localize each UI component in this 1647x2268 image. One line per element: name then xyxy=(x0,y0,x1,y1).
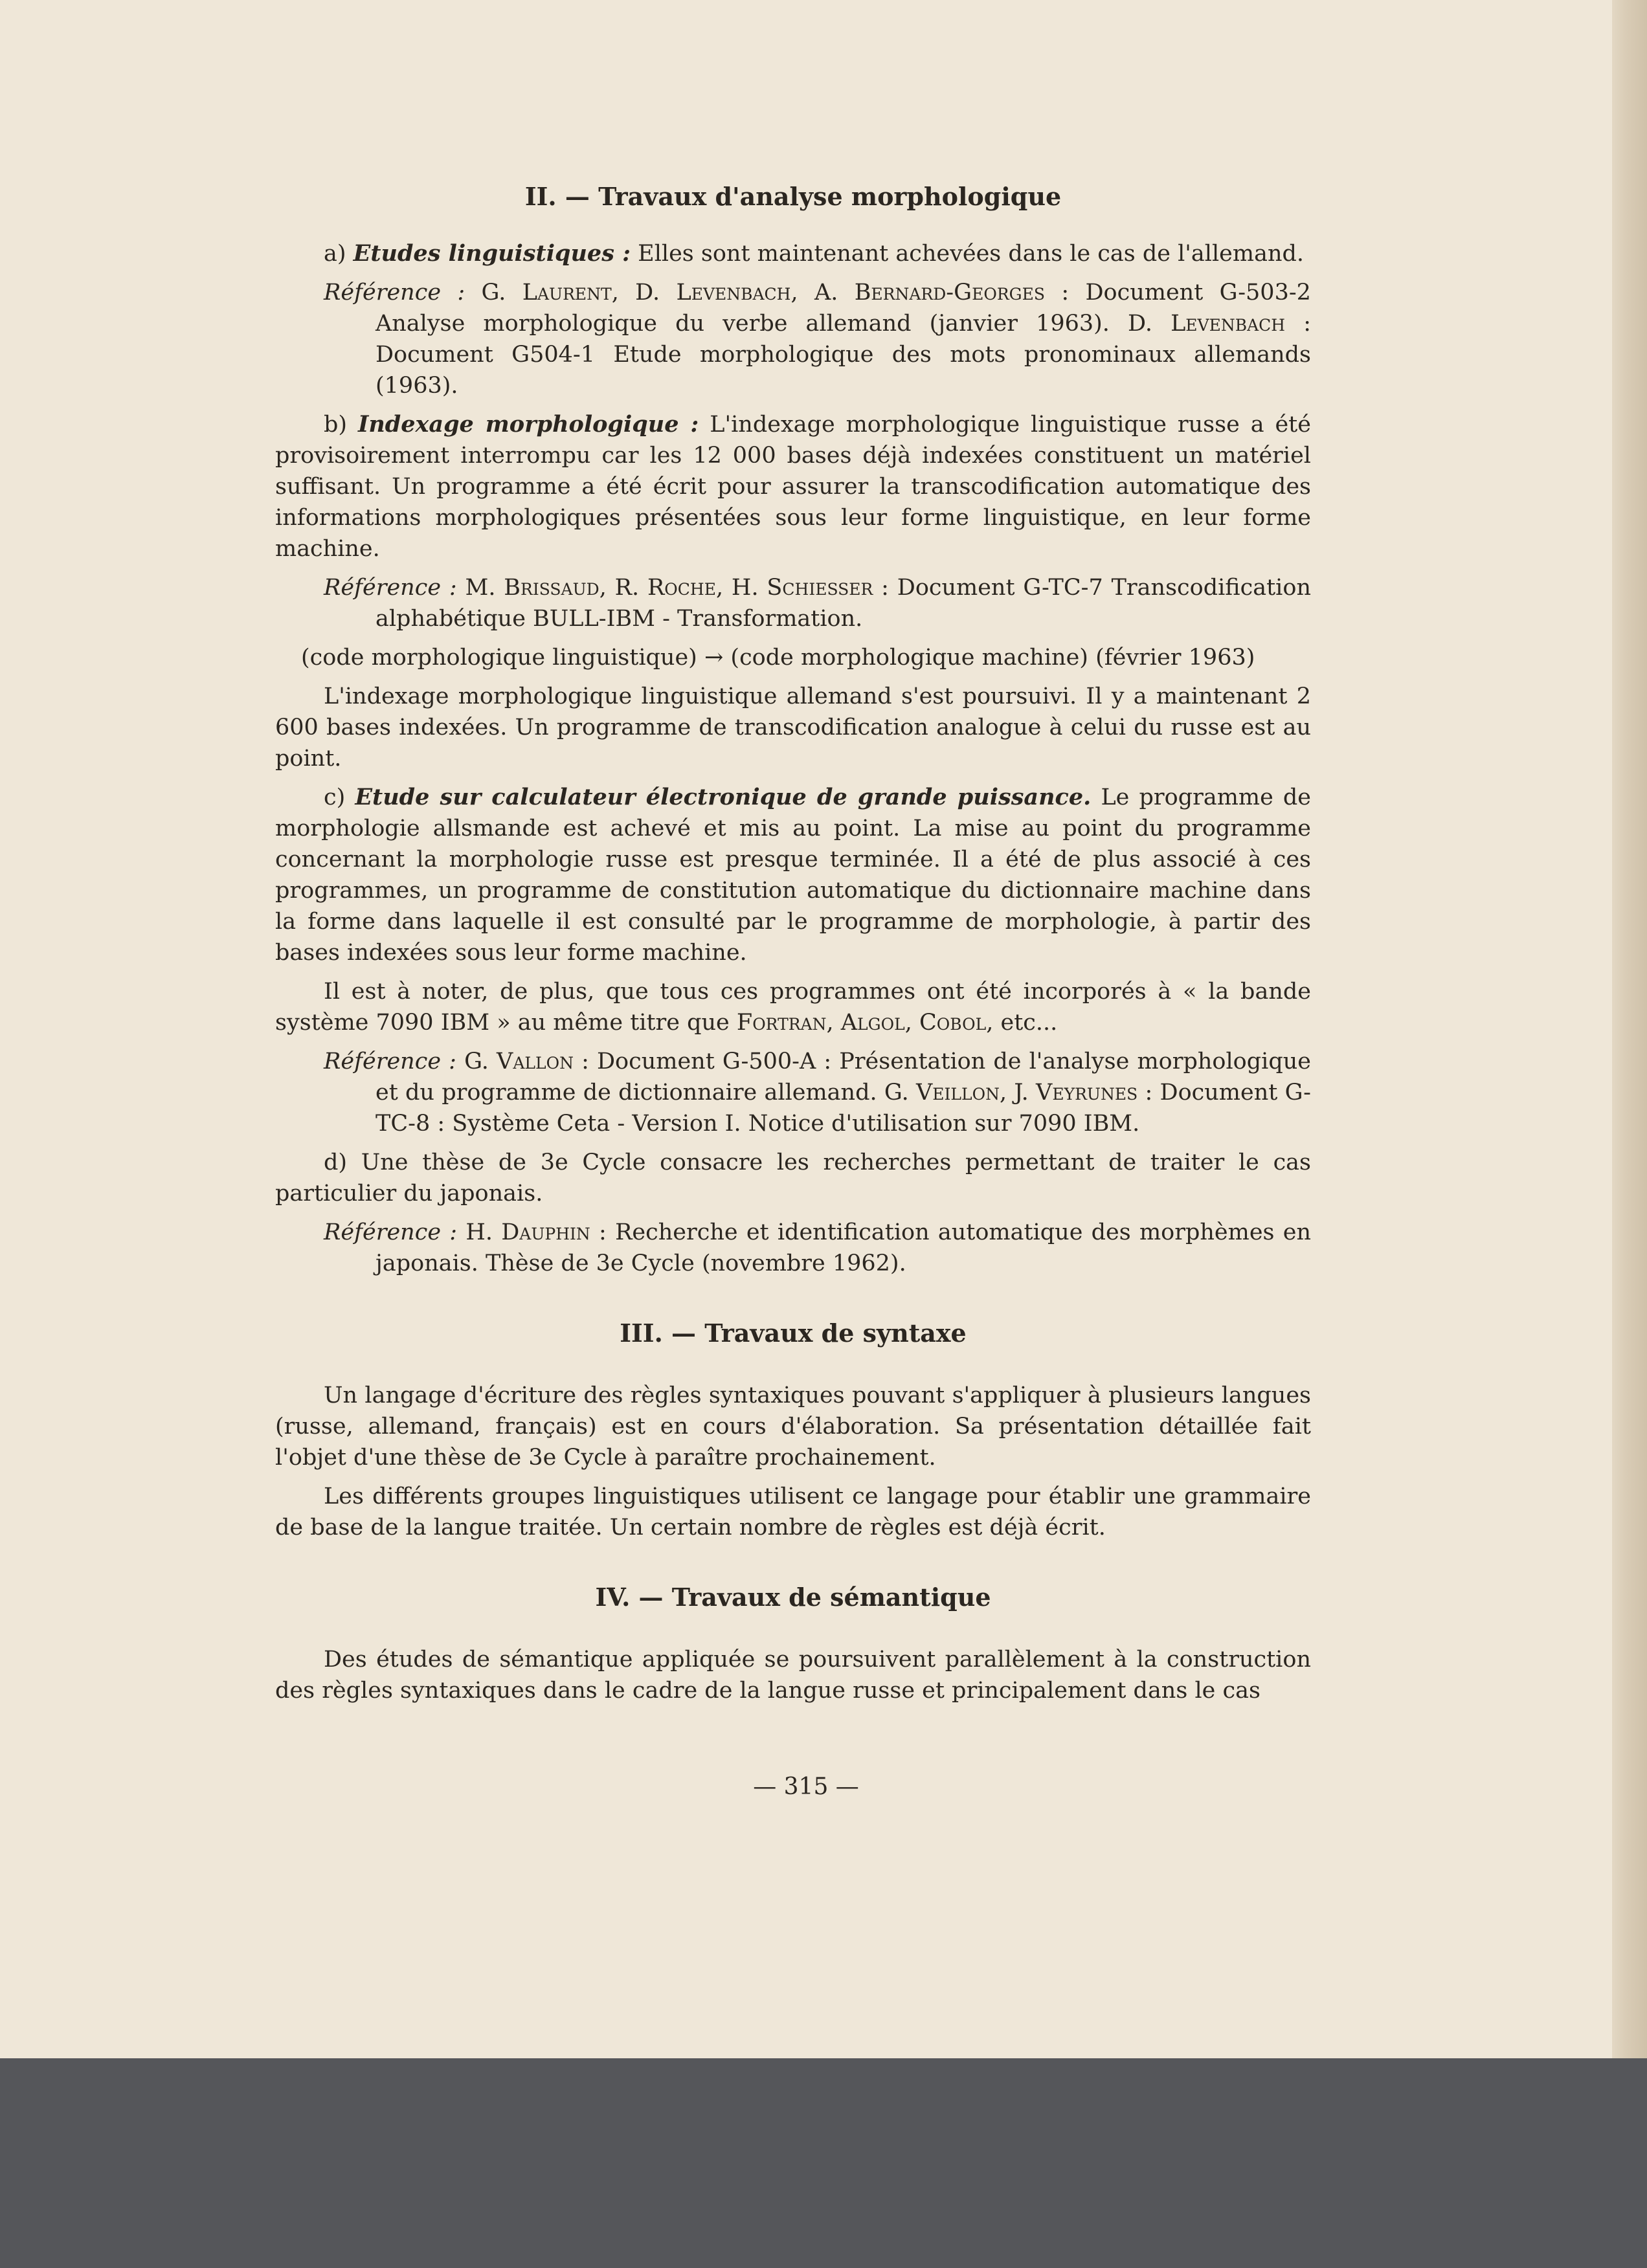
reference-b: Référence : M. Brissaud, R. Roche, H. Schiesser : Document G-TC-7 Transcodification alphabétique BULL-IBM - Transformation. xyxy=(324,575,1311,632)
paragraph-c: c) Etude sur calculateur électronique de grande puissance. Le programme de morphologie allsmande est achevé et mis au point. La mise au point du programme concernant la morphologie russe est presque terminée. Il a été de plus associé à ces programmes, un programme de constitution automatique du dictionnaire machine dans la forme dans laquelle il est consulté par le programme de morphologie, à partir des bases indexées sous leur forme machine. xyxy=(275,784,1311,966)
paragraph-a: a) Etudes linguistiques : Elles sont maintenant achevées dans le cas de l'allemand. xyxy=(324,240,1305,267)
page-number: — 315 — xyxy=(753,1773,859,1800)
scanner-background xyxy=(0,2058,1647,2268)
section-title-morphology: II. — Travaux d'analyse morphologique xyxy=(524,182,1062,211)
heading-indexage: Indexage morphologique : xyxy=(357,411,699,438)
paragraph-semantics-1: Des études de sémantique appliquée se poursuivent parallèlement à la construction des règles syntaxiques dans le cadre de la langue russe et principalement dans le cas xyxy=(275,1647,1311,1704)
reference-d: Référence : H. Dauphin : Recherche et identification automatique des morphèmes en japonais. Thèse de 3e Cycle (novembre 1962). xyxy=(324,1219,1311,1276)
code-formula: (code morphologique linguistique) → (code morphologique machine) (février 1963) xyxy=(301,645,1255,671)
page-body xyxy=(275,181,1311,1714)
paragraph-syntax-1: Un langage d'écriture des règles syntaxiques pouvant s'appliquer à plusieurs langues (russe, allemand, français) est en cours d'élaboration. Sa présentation détaillée fait l'objet d'une thèse de 3e Cycle à paraître prochainement. xyxy=(275,1383,1311,1471)
heading-etudes-linguistiques: Etudes linguistiques : xyxy=(353,240,631,267)
page-stack-edge xyxy=(1612,0,1647,2058)
heading-calculateur: Etude sur calculateur électronique de grande puissance. xyxy=(355,784,1092,810)
reference-a: Référence : G. Laurent, D. Levenbach, A. Bernard-Georges : Document G-503-2 Analyse morphologique du verbe allemand (janvier 1963). D. Levenbach : Document G504-1 Etude morphologique des mots pronominaux allemands (1963). xyxy=(324,280,1311,399)
section-title-syntax: III. — Travaux de syntaxe xyxy=(620,1318,967,1348)
section-title-semantics: IV. — Travaux de sémantique xyxy=(595,1583,991,1612)
paragraph-c-note: Il est à noter, de plus, que tous ces programmes ont été incorporés à « la bande système 7090 IBM » au même titre que Fortran, Algol, Cobol, etc... xyxy=(275,979,1311,1036)
reference-c: Référence : G. Vallon : Document G-500-A : Présentation de l'analyse morphologique et du programme de dictionnaire allemand. G. Veillon, J. Veyrunes : Document G-TC-8 : Système Ceta - Version I. Notice d'utilisation sur 7090 IBM. xyxy=(324,1049,1311,1137)
paragraph-b: b) Indexage morphologique : L'indexage morphologique linguistique russe a été provisoirement interrompu car les 12 000 bases déjà indexées constituent un matériel suffisant. Un programme a été écrit pour assurer la transcodification automatique des informations morphologiques présentées sous leur forme linguistique, en leur forme machine. xyxy=(275,411,1311,562)
paragraph-d: d) Une thèse de 3e Cycle consacre les recherches permettant de traiter le cas particulier du japonais. xyxy=(275,1150,1311,1206)
paragraph-b-continued: L'indexage morphologique linguistique allemand s'est poursuivi. Il y a maintenant 2 600 bases indexées. Un programme de transcodification analogue à celui du russe est au point. xyxy=(275,684,1311,772)
paragraph-syntax-2: Les différents groupes linguistiques utilisent ce langage pour établir une grammaire de base de la langue traitée. Un certain nombre de règles est déjà écrit. xyxy=(275,1484,1311,1540)
